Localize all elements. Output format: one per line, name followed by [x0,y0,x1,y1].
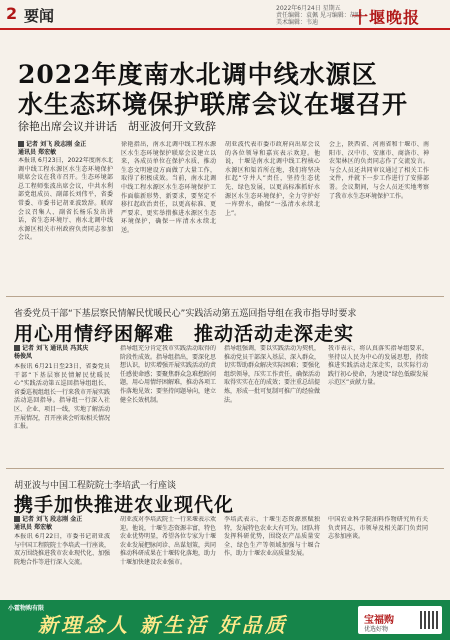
article3-column-1: 本报讯 6月22日，市委书记胡亚波与中国工程院院士李培武一行座谈，双方围绕推进我市农业现代化、加强院地合作等进行深入交流。 [14,533,110,566]
ad-brand: 小霍物购有限 [8,605,45,612]
page-number: 2 [6,4,18,23]
article1-headline-line1[interactable]: 2022年度南水北调中线水源区 [18,60,378,89]
article2-kicker: 省委党员干部“下基层察民情解民忧暖民心”实践活动第五巡回指导组在我市指导时要求 [14,309,357,319]
article2-byline [14,345,110,361]
article2-column-1: 本报讯 6月21日至23日，省委党员干部“下基层察民情解民忧暖民心”实践活动第五巡回指导组组长、省委巡视组组长一行来我市开展实践活动巡回指导。指导组一行深入社区、企业、项目一线，实地了解活动开展情况，召开座谈会听取相关情况汇报。 [14,363,110,431]
header-rule [0,28,450,30]
byline-marker [14,516,20,522]
article1-byline-text: 记者 刘飞 段志刚 金正 通讯员 郑宏敏 [18,141,87,156]
article1-subtitle: 徐艳出席会议并讲话 胡亚波何开文致辞 [18,120,216,133]
article1-column-1: 本报讯 6月23日，2022年度南水北调中线工程水源区水生态环境保护联席会议在我市召开。生态环境部总工程师张波出席会议，中共水利部党组成员、副部长刘伟平，省委常委、市委书记胡亚波致辞。联席会议召集人、副省长杨乐发出讲话，省生态环境厅、南水北调中线水源区相关市州政府负责同志参加会议。 [18,157,113,242]
article2-column-3: 指导组强调，要以实践活动为契机，推动党员干部深入基层、深入群众，切实帮助群众解决实际困难；要强化组织领导，压实工作责任，确保活动取得实实在在的成效；要注重总结提炼，形成一批可复制可推广的经验做法。 [224,345,320,404]
article2-byline-text: 记者 刘飞 通讯员 冯其庆 杨俊凤 [14,345,89,360]
newspaper-logo: 十堰晚报 [352,8,421,27]
article1-headline-line2[interactable]: 水生态环境保护联席会议在堰召开 [18,90,409,119]
article2-headline[interactable]: 用心用情纾困解难 推动活动走深走实 [14,323,355,345]
article3-byline [14,516,110,532]
section-divider [6,468,444,469]
article3-kicker: 胡亚波与中国工程院院士李培武一行座谈 [14,481,177,491]
article3-column-2: 胡亚波对李培武院士一行来堰表示欢迎。他说，十堰生态资源丰富，特色农业优势明显，希望各位专家为十堰农业发展把脉问诊、出谋划策，共同推动科研成果在十堰转化落地，助力十堰加快建设农业强市。 [120,516,216,566]
article3-byline-text: 记者 刘飞 段志刚 金正 通讯员 郑宏敏 [14,516,83,531]
issue-meta [276,5,362,26]
ad-slogan: 新理念人 新生活 好品质 [38,613,288,637]
article3-headline[interactable]: 携手加快推进农业现代化 [14,494,235,516]
article2-column-4: 我市表示，将认真落实指导组要求，坚持以人民为中心的发展思想，持续推进实践活动走深走实，以实际行动践行初心使命，为建设“绿色低碳发展示范区”贡献力量。 [328,345,428,387]
article3-column-3: 李培武表示，十堰生态资源禀赋独特，发展特色农业大有可为。团队将发挥科研优势，围绕农产品质量安全、绿色生产等领域加强与十堰合作，助力十堰农业高质量发展。 [224,516,320,558]
section-divider [6,296,444,297]
issue-editors: 责任编辑：袁佩 见习编辑：胡晓 [276,12,362,19]
article1-column-2: 徐艳指出，南水北调中线工程水源区水生态环境保护联席会议建立以来，各成员单位在保护水质、推动生态文明建设方面做了大量工作，取得了积极成效。当前，南水北调中线工程水源区水生态环境保护工作面临新形势、新要求，要坚定不移扛起政治责任，以更高标准、更严要求、更实举措推进水源区生态环境保护，确保一库清水永续北送。 [121,141,216,234]
article1-byline [18,141,113,157]
section-title: 要闻 [24,7,55,25]
article3-column-4: 中国农业科学院油料作物研究所有关负责同志，市领导及相关部门负责同志参加座谈。 [328,516,428,541]
ad-logo: 宝福购 [364,615,394,626]
issue-art-editor: 美术编辑：韦迪 [276,19,319,26]
byline-marker [18,141,24,147]
article2-column-2: 指导组充分肯定我市实践活动取得的阶段性成效。指导组指出，要深化思想认识，切实增强开展实践活动的责任感使命感；要聚焦群众急难愁盼问题，用心用情纾困解难，推动各项工作落地见效；要坚持问题导向，建立健全长效机制。 [120,345,216,404]
article1-column-4: 会上，陕西省、河南省和十堰市、南阳市、汉中市、安康市、商洛市、神农架林区的负责同志作了交流发言。与会人员还共同审议通过了相关工作文件，并就下一步工作进行了安排部署。会议期间，与会人员还实地考察了我市水生态环境保护工作。 [329,141,429,200]
issue-date: 2022年6月24日 星期五 [276,5,341,12]
article1-column-3: 胡亚波代表市委市政府向出席会议的各位领导和嘉宾表示欢迎。他说，十堰是南水北调中线工程核心水源区和渠首所在地，我们将坚决扛起“守井人”责任，坚持生态优先、绿色发展，以更高标准抓好水源区水生态环境保护，全力守护好一库碧水，确保“一泓清水永续北上”。 [225,141,320,217]
byline-marker [14,345,20,351]
ad-logo-subtitle: 优选好物 [364,626,389,633]
qr-code-icon[interactable] [420,611,438,629]
